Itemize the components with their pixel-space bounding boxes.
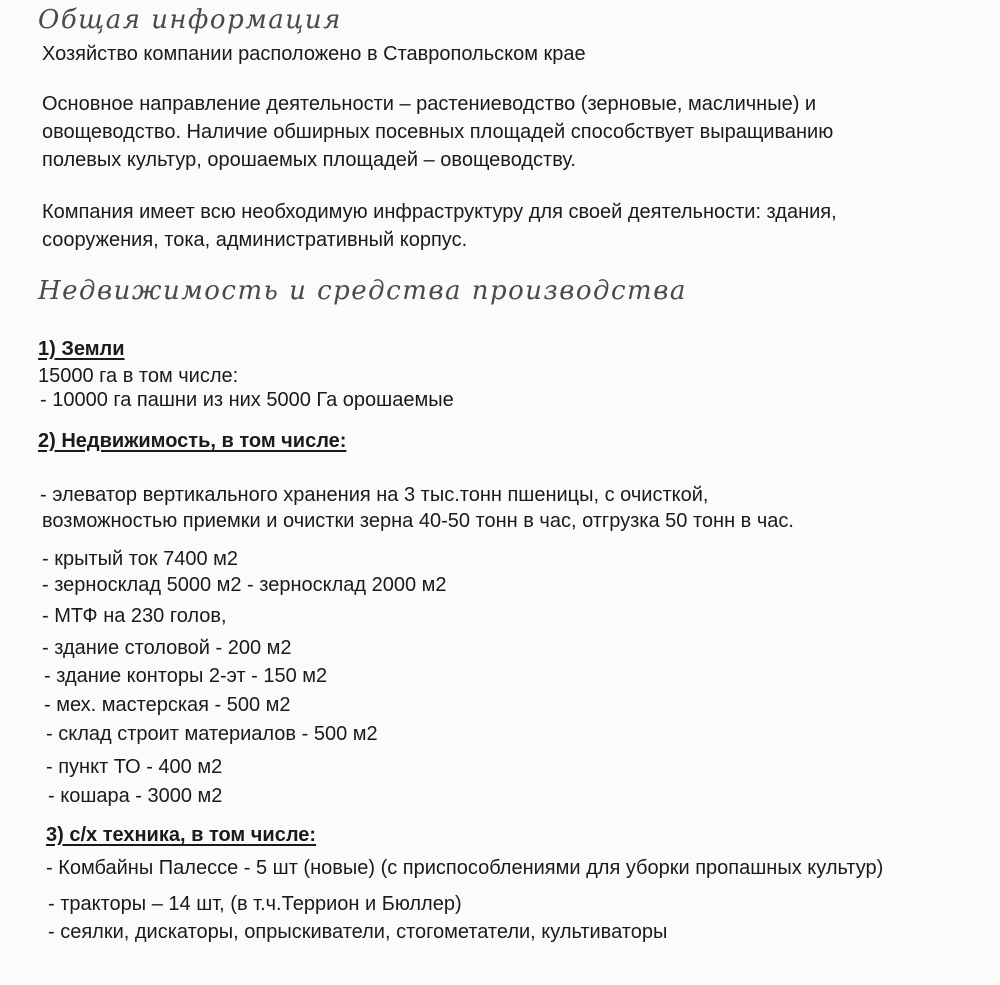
- machinery-line: - сеялки, дискаторы, опрыскиватели, стогометатели, культиваторы: [48, 921, 668, 943]
- machinery-heading: 3) с/х техника, в том числе:: [46, 824, 317, 846]
- realty-line: - здание конторы 2-эт - 150 м2: [44, 665, 328, 687]
- realty-line: - кошара - 3000 м2: [48, 785, 223, 807]
- realty-line: - элеватор вертикального хранения на 3 тыс.тонн пшеницы, с очисткой,: [40, 484, 709, 506]
- lands-heading: 1) Земли: [38, 338, 125, 360]
- section-title-general: Общая информация: [38, 5, 342, 35]
- realty-line: - склад строит материалов - 500 м2: [46, 723, 378, 745]
- infrastructure-paragraph: [42, 198, 837, 254]
- lands-line: - 10000 га пашни из них 5000 Га орошаемые: [40, 389, 454, 411]
- infrastructure-line: сооружения, тока, административный корпус.: [42, 229, 468, 251]
- machinery-line: - тракторы – 14 шт, (в т.ч.Террион и Бюллер): [48, 893, 462, 915]
- realty-line: - пункт ТО - 400 м2: [46, 756, 223, 778]
- machinery-line: - Комбайны Палессе - 5 шт (новые) (с приспособлениями для уборки пропашных культур): [46, 857, 884, 879]
- realty-line: - МТФ на 230 голов,: [42, 605, 227, 627]
- activity-line: полевых культур, орошаемых площадей – овощеводству.: [42, 149, 576, 171]
- activity-line: Основное направление деятельности – растениеводство (зерновые, масличные) и: [42, 93, 817, 115]
- activity-line: овощеводство. Наличие обширных посевных площадей способствует выращиванию: [42, 121, 834, 143]
- realty-line: - здание столовой - 200 м2: [42, 637, 292, 659]
- realty-heading: 2) Недвижимость, в том числе:: [38, 430, 347, 452]
- location-paragraph: Хозяйство компании расположено в Ставропольском крае: [42, 43, 586, 65]
- section-title-assets: Недвижимость и средства производства: [38, 276, 687, 306]
- lands-line: 15000 га в том числе:: [38, 365, 239, 387]
- infrastructure-line: Компания имеет всю необходимую инфраструктуру для своей деятельности: здания,: [42, 201, 837, 223]
- realty-line: - мех. мастерская - 500 м2: [44, 694, 291, 716]
- realty-line: возможностью приемки и очистки зерна 40-50 тонн в час, отгрузка 50 тонн в час.: [42, 510, 794, 532]
- realty-line: - крытый ток 7400 м2: [42, 548, 239, 570]
- activity-paragraph: [42, 90, 833, 174]
- realty-line: - зерносклад 5000 м2 - зерносклад 2000 м2: [42, 574, 447, 596]
